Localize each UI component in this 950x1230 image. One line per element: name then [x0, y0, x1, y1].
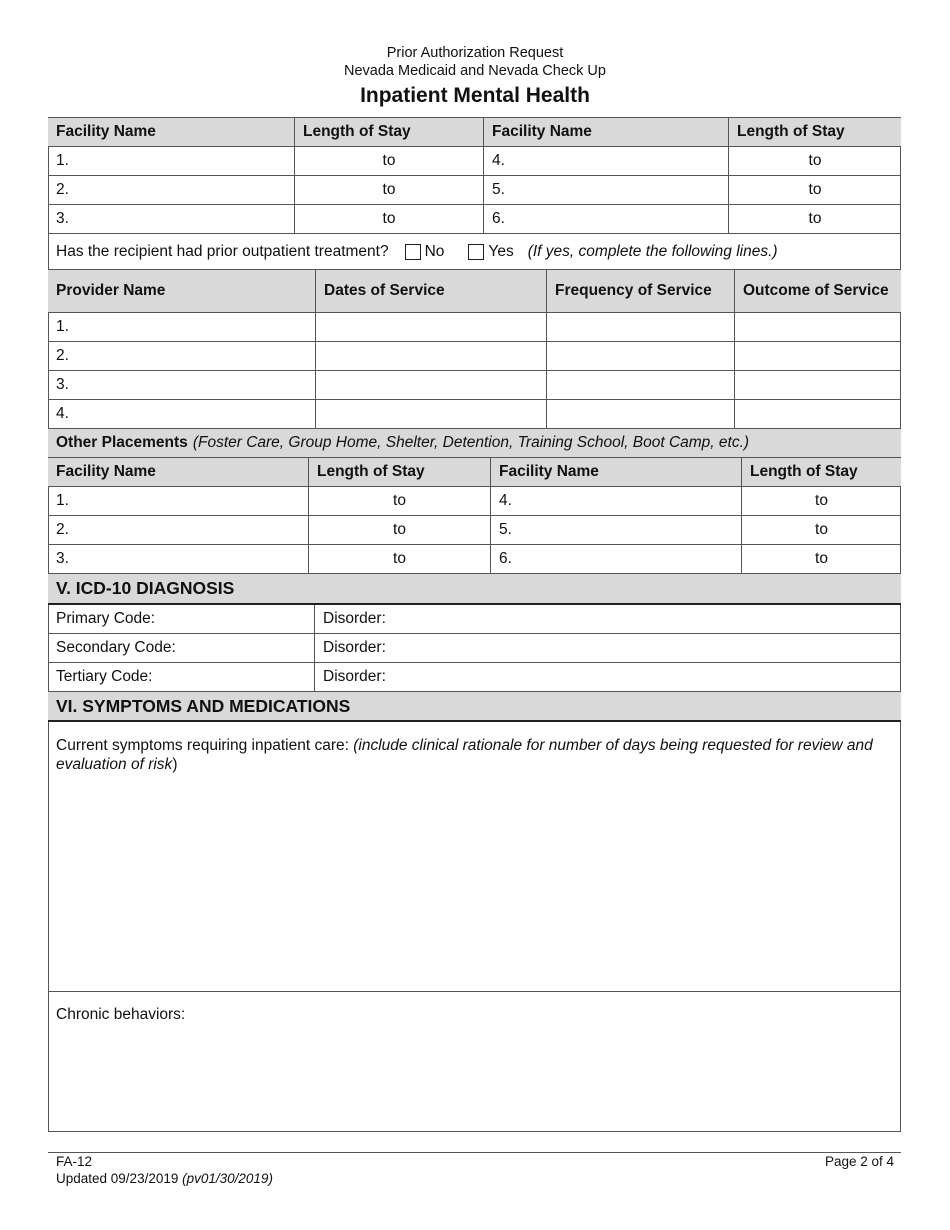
facility-name-cell[interactable]: 2. [48, 176, 295, 204]
length-of-stay-cell[interactable]: to [815, 492, 828, 509]
symptoms-section-heading: VI. SYMPTOMS AND MEDICATIONS [56, 695, 351, 716]
provider-name-cell[interactable]: 3. [48, 371, 316, 399]
current-symptoms-note: (include clinical rationale for number of days being requested for review and evaluation of risk [56, 737, 873, 773]
other-placements-row [48, 429, 901, 458]
primary-disorder-field[interactable]: Disorder: [323, 610, 386, 627]
provider-table-header [48, 270, 901, 313]
outcome-of-service-cell[interactable] [735, 400, 901, 428]
outcome-of-service-header: Outcome of Service [743, 282, 889, 299]
form-header-line2: Nevada Medicaid and Nevada Check Up [344, 63, 606, 79]
version-note: (pv01/30/2019) [182, 1171, 273, 1186]
other-placements-label: Other Placements [56, 434, 188, 451]
outcome-of-service-cell[interactable] [735, 371, 901, 399]
length-of-stay-header: Length of Stay [737, 123, 845, 140]
table-row [48, 147, 901, 176]
prior-outpatient-question: Has the recipient had prior outpatient treatment? [56, 242, 389, 260]
frequency-of-service-cell[interactable] [547, 342, 735, 370]
dates-of-service-cell[interactable] [316, 371, 547, 399]
length-of-stay-header: Length of Stay [295, 118, 484, 146]
table-row [48, 400, 901, 429]
provider-name-header: Provider Name [48, 270, 316, 312]
length-of-stay-cell[interactable]: to [295, 176, 484, 204]
prior-outpatient-question-cell [48, 234, 901, 269]
chronic-behaviors-field[interactable] [48, 992, 901, 1132]
table-row [48, 176, 901, 205]
facility-name-header: Facility Name [491, 458, 742, 486]
length-of-stay-header: Length of Stay [309, 458, 491, 486]
current-symptoms-field[interactable] [48, 722, 901, 992]
length-of-stay-cell[interactable]: to [309, 516, 491, 544]
facility-name-cell[interactable]: 6. [484, 205, 729, 233]
tertiary-disorder-field[interactable]: Disorder: [323, 668, 386, 685]
table-row [48, 605, 901, 634]
frequency-of-service-cell[interactable] [547, 371, 735, 399]
length-of-stay-cell[interactable]: to [295, 147, 484, 175]
facility-name-header: Facility Name [484, 118, 729, 146]
facility-name-cell[interactable]: 4. [484, 147, 729, 175]
provider-name-cell[interactable]: 1. [48, 313, 316, 341]
current-symptoms-label: Current symptoms requiring inpatient care: [56, 737, 349, 754]
footer-left [56, 1153, 273, 1187]
icd-section-heading-row [48, 574, 901, 605]
dates-of-service-cell[interactable] [316, 400, 547, 428]
length-of-stay-cell[interactable]: to [808, 181, 822, 198]
icd-section-heading: V. ICD-10 DIAGNOSIS [56, 578, 235, 598]
dates-of-service-cell[interactable] [316, 313, 547, 341]
primary-code-field[interactable]: Primary Code: [48, 605, 315, 633]
current-symptoms-note-close: ) [172, 756, 178, 773]
table-row [48, 313, 901, 342]
placements-table-header [48, 458, 901, 487]
frequency-of-service-cell[interactable] [547, 400, 735, 428]
facility-name-header: Facility Name [48, 458, 309, 486]
length-of-stay-cell[interactable]: to [808, 210, 822, 227]
provider-name-cell[interactable]: 2. [48, 342, 316, 370]
length-of-stay-cell[interactable]: to [808, 152, 822, 169]
provider-name-cell[interactable]: 4. [48, 400, 316, 428]
form-header [0, 44, 950, 80]
form-id: FA-12 [56, 1154, 93, 1169]
yes-label: Yes [488, 242, 514, 260]
table-row [48, 545, 901, 574]
facility-name-cell[interactable]: 3. [48, 545, 309, 573]
outcome-of-service-cell[interactable] [735, 313, 901, 341]
table-row [48, 634, 901, 663]
table-row [48, 205, 901, 234]
table-row [48, 516, 901, 545]
page-title: Inpatient Mental Health [360, 84, 590, 107]
facility-name-header: Facility Name [48, 118, 295, 146]
table-row [48, 663, 901, 692]
table-row [48, 487, 901, 516]
length-of-stay-header: Length of Stay [750, 463, 858, 480]
page-number: Page 2 of 4 [824, 1154, 894, 1169]
facility-name-cell[interactable]: 5. [484, 176, 729, 204]
table-row [48, 342, 901, 371]
chronic-behaviors-label: Chronic behaviors: [56, 1006, 186, 1023]
updated-date: Updated 09/23/2019 [56, 1171, 179, 1186]
facility-table-header [48, 117, 901, 147]
tertiary-code-field[interactable]: Tertiary Code: [48, 663, 315, 691]
form-header-line1: Prior Authorization Request [386, 45, 564, 61]
facility-name-cell[interactable]: 1. [48, 487, 309, 515]
secondary-disorder-field[interactable]: Disorder: [323, 639, 386, 656]
table-row [48, 371, 901, 400]
facility-name-cell[interactable]: 3. [48, 205, 295, 233]
frequency-of-service-cell[interactable] [547, 313, 735, 341]
facility-name-cell[interactable]: 5. [491, 516, 742, 544]
other-placements-cell [48, 429, 901, 457]
length-of-stay-cell[interactable]: to [309, 545, 491, 573]
dates-of-service-cell[interactable] [316, 342, 547, 370]
length-of-stay-cell[interactable]: to [815, 521, 828, 538]
prior-outpatient-row [48, 234, 901, 270]
symptoms-section-heading-row [48, 692, 901, 722]
dates-of-service-header: Dates of Service [316, 270, 547, 312]
frequency-of-service-header: Frequency of Service [547, 270, 735, 312]
secondary-code-field[interactable]: Secondary Code: [48, 634, 315, 662]
yes-checkbox[interactable] [468, 244, 484, 260]
facility-name-cell[interactable]: 6. [491, 545, 742, 573]
length-of-stay-cell[interactable]: to [295, 205, 484, 233]
facility-name-cell[interactable]: 1. [48, 147, 295, 175]
facility-name-cell[interactable]: 4. [491, 487, 742, 515]
prior-outpatient-note: (If yes, complete the following lines.) [527, 242, 778, 260]
facility-name-cell[interactable]: 2. [48, 516, 309, 544]
length-of-stay-cell[interactable]: to [815, 550, 828, 567]
other-placements-note: (Foster Care, Group Home, Shelter, Detention, Training School, Boot Camp, etc.) [192, 434, 750, 451]
updated-line [56, 1170, 273, 1187]
no-label: No [424, 242, 445, 260]
length-of-stay-cell[interactable]: to [309, 487, 491, 515]
outcome-of-service-cell[interactable] [735, 342, 901, 370]
no-checkbox[interactable] [405, 244, 421, 260]
